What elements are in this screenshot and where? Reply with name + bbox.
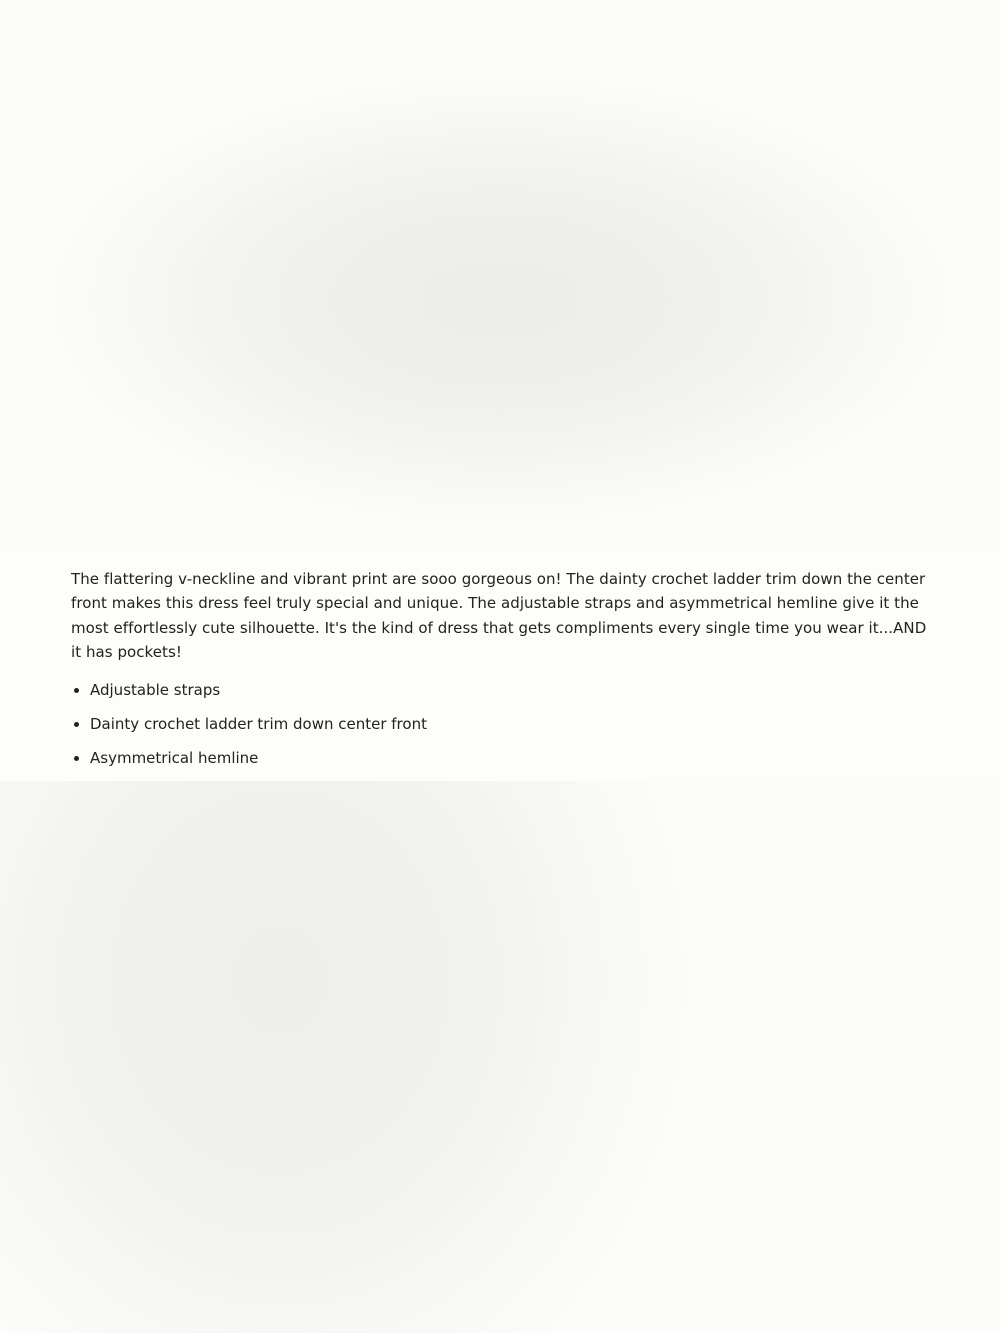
feature-list: [71, 679, 928, 769]
description-text: The flattering v-neckline and vibrant print are sooo gorgeous on! The dainty crochet ladder trim down the center front makes this dress feel truly special and unique. The adjustable straps and asymmetrical hemline give it the most effortlessly cute silhouette. It's the kind of dress that gets compliments every single time you wear it...AND it has pockets!: [71, 570, 927, 662]
product-image-bottom: [0, 781, 1000, 1333]
product-description: [0, 551, 1000, 781]
product-image-top: [0, 0, 1000, 551]
feature-item: • Adjustable straps: [90, 679, 928, 701]
feature-item: • Dainty crochet ladder trim down center front: [90, 713, 928, 735]
feature-item: • Asymmetrical hemline: [90, 747, 928, 769]
